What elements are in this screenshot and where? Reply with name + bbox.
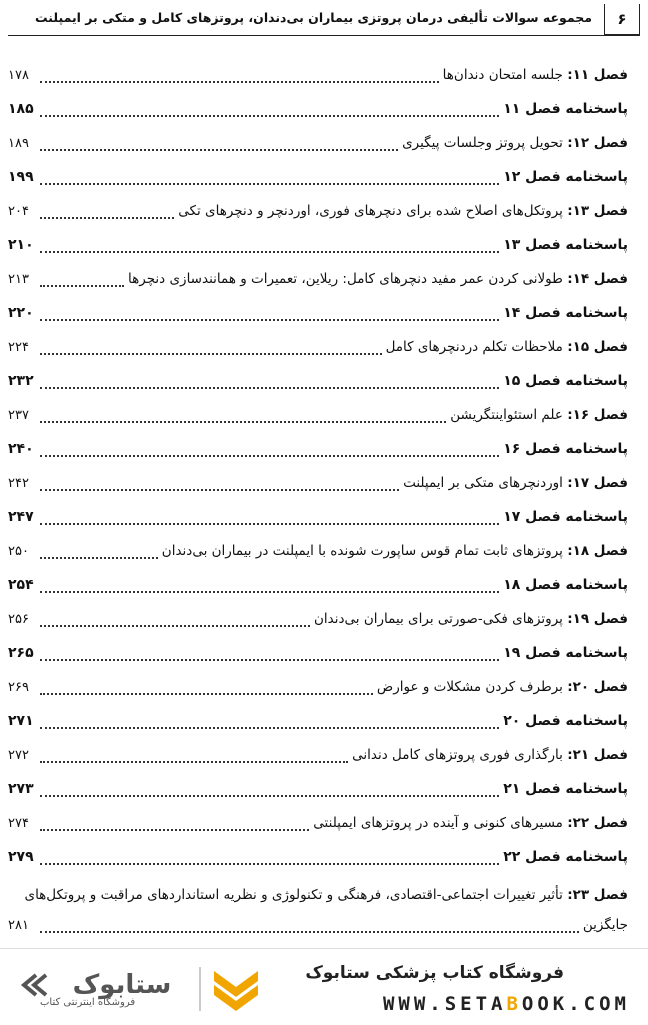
toc-chapter-row[interactable]: [0, 738, 648, 772]
toc-page-number: ۲۷۴: [8, 815, 29, 831]
toc-page-number: ۲۴۰: [8, 441, 34, 457]
toc-answer-row[interactable]: [0, 296, 648, 330]
toc-page-number: ۲۲۰: [8, 305, 34, 321]
header-divider: [8, 35, 640, 36]
toc-leader-dots: [40, 305, 499, 321]
url-accent: B: [506, 993, 522, 1015]
toc-chapter-label: فصل ۱۷:: [567, 475, 628, 491]
toc-leader-dots: [40, 101, 499, 117]
toc-leader-dots: [40, 475, 399, 491]
toc-chapter-title: فصل ۱۳: پروتکل‌های اصلاح شده برای دنچرهای فوری، اوردنچر و دنچرهای تکی: [178, 203, 628, 219]
toc-leader-dots: [40, 577, 499, 593]
toc-chapter-row[interactable]: [0, 58, 648, 92]
toc-answer-row[interactable]: [0, 772, 648, 806]
url-suffix: OOK.COM: [521, 993, 630, 1015]
toc-chapter-title: فصل ۲۱: بارگذاری فوری پروتزهای کامل دندانی: [352, 747, 628, 763]
toc-chapter-title: فصل ۱۸: پروتزهای ثابت تمام قوس ساپورت شونده با ایمپلنت در بیماران بی‌دندان: [161, 543, 628, 559]
toc-page-number: ۲۶۹: [8, 679, 29, 695]
toc-chapter-label: فصل ۱۲:: [567, 135, 628, 151]
toc-chapter-title: فصل ۱۹: پروتزهای فکی-صورتی برای بیماران بی‌دندان: [314, 611, 628, 627]
toc-chapter-label: فصل ۱۸:: [567, 543, 628, 559]
toc-answer-title: پاسخنامه فصل ۱۲: [503, 169, 628, 185]
toc-chapter-row[interactable]: [0, 466, 648, 500]
toc-leader-dots: [40, 781, 499, 797]
toc-leader-dots: [40, 509, 499, 525]
toc-chapter-title: فصل ۱۵: ملاحظات تکلم دردنچرهای کامل: [385, 339, 628, 355]
toc-page-number: ۲۴۲: [8, 475, 29, 491]
toc-page-number: ۱۸۵: [8, 101, 34, 117]
toc-leader-dots: [40, 203, 174, 219]
toc-chapter-row[interactable]: [0, 194, 648, 228]
toc-chapter-row[interactable]: [0, 874, 648, 942]
toc-answer-row[interactable]: [0, 568, 648, 602]
toc-page-number: ۲۵۶: [8, 611, 29, 627]
toc-chapter-title: فصل ۱۷: اوردنچرهای متکی بر ایمپلنت: [403, 475, 628, 491]
table-of-contents: [0, 58, 648, 976]
toc-chapter-row[interactable]: [0, 262, 648, 296]
toc-chapter-label: فصل ۲۳:: [567, 887, 628, 903]
website-url[interactable]: [383, 993, 630, 1015]
toc-leader-dots: [40, 543, 158, 559]
toc-chapter-title: فصل ۲۳: تأثیر تغییرات اجتماعی-اقتصادی، فرهنگی و تکنولوژی و نظریه استانداردهای مراقبت و پروتکل‌های: [24, 887, 628, 903]
toc-chapter-label: فصل ۱۵:: [567, 339, 628, 355]
toc-page-number: ۲۵۴: [8, 577, 34, 593]
toc-leader-dots: [40, 611, 310, 627]
toc-chapter-title: فصل ۱۴: طولانی کردن عمر مفید دنچرهای کامل: ریلاین، تعمیرات و همانندسازی دنچرها: [128, 271, 628, 287]
toc-page-number: ۱۷۸: [8, 67, 29, 83]
toc-chapter-title: فصل ۱۱: جلسه امتحان دندان‌ها: [442, 67, 628, 83]
toc-chapter-label: فصل ۲۰:: [567, 679, 628, 695]
toc-chapter-title-cont: جایگزین: [582, 917, 628, 933]
double-arrow-icon: [24, 975, 46, 995]
toc-page-number: ۲۸۱: [8, 917, 29, 933]
toc-chapter-row[interactable]: [0, 534, 648, 568]
toc-leader-dots: [40, 339, 382, 355]
toc-chapter-label: فصل ۱۶:: [567, 407, 628, 423]
toc-page-number: ۲۳۷: [8, 407, 29, 423]
shop-name: فروشگاه کتاب پزشکی ستابوک: [305, 963, 564, 983]
toc-chapter-label: فصل ۱۳:: [567, 203, 628, 219]
page-header: [0, 0, 648, 44]
toc-answer-title: پاسخنامه فصل ۱۹: [503, 645, 628, 661]
toc-answer-title: پاسخنامه فصل ۱۷: [503, 509, 628, 525]
toc-answer-row[interactable]: [0, 500, 648, 534]
toc-page-number: ۲۷۹: [8, 849, 34, 865]
toc-leader-dots: [40, 713, 499, 729]
toc-leader-dots: [40, 917, 579, 933]
toc-answer-row[interactable]: [0, 228, 648, 262]
toc-leader-dots: [40, 373, 499, 389]
toc-leader-dots: [40, 271, 124, 287]
toc-answer-title: پاسخنامه فصل ۱۱: [503, 101, 628, 117]
chevron-logo-icon: [214, 971, 258, 1011]
toc-page-number: ۲۵۰: [8, 543, 29, 559]
page-number: ۶: [604, 4, 640, 35]
toc-chapter-row[interactable]: [0, 126, 648, 160]
toc-page-number: ۱۹۹: [8, 169, 34, 185]
logo-subtitle: فروشگاه اینترنتی کتاب: [40, 997, 136, 1008]
toc-answer-title: پاسخنامه فصل ۲۲: [503, 849, 628, 865]
toc-chapter-row[interactable]: [0, 670, 648, 704]
toc-leader-dots: [40, 237, 499, 253]
toc-leader-dots: [40, 135, 398, 151]
toc-chapter-row[interactable]: [0, 806, 648, 840]
setabook-logo: [14, 959, 264, 1017]
toc-answer-title: پاسخنامه فصل ۱۸: [503, 577, 628, 593]
toc-answer-row[interactable]: [0, 160, 648, 194]
toc-chapter-row[interactable]: [0, 602, 648, 636]
toc-page-number: ۲۷۳: [8, 781, 34, 797]
toc-answer-row[interactable]: [0, 432, 648, 466]
toc-leader-dots: [40, 441, 499, 457]
toc-leader-dots: [40, 407, 446, 423]
toc-page-number: ۲۱۰: [8, 237, 34, 253]
book-title: مجموعه سوالات تألیفی درمان پروتزی بیماران بی‌دندان، پروتزهای کامل و متکی بر ایمپلنت: [35, 10, 592, 25]
toc-chapter-title: فصل ۲۲: مسیرهای کنونی و آینده در پروتزهای ایمپلنتی: [313, 815, 628, 831]
toc-leader-dots: [40, 849, 499, 865]
toc-page-number: ۲۷۲: [8, 747, 29, 763]
toc-leader-dots: [40, 645, 499, 661]
toc-page-number: ۲۰۴: [8, 203, 29, 219]
toc-answer-title: پاسخنامه فصل ۱۳: [503, 237, 628, 253]
toc-answer-row[interactable]: [0, 840, 648, 874]
toc-chapter-label: فصل ۱۴:: [567, 271, 628, 287]
toc-answer-row[interactable]: [0, 92, 648, 126]
toc-chapter-title: فصل ۱۶: علم استئواینتگریشن: [450, 407, 628, 423]
toc-page-number: ۲۶۵: [8, 645, 34, 661]
toc-chapter-title: فصل ۱۲: تحویل پروتز وجلسات پیگیری: [402, 135, 628, 151]
toc-page-number: ۲۲۴: [8, 339, 29, 355]
toc-chapter-label: فصل ۱۱:: [567, 67, 628, 83]
toc-answer-title: پاسخنامه فصل ۲۰: [503, 713, 628, 729]
toc-answer-row[interactable]: [0, 364, 648, 398]
toc-page-number: ۲۳۲: [8, 373, 34, 389]
toc-chapter-label: فصل ۲۱:: [567, 747, 628, 763]
toc-answer-row[interactable]: [0, 704, 648, 738]
toc-page-number: ۱۸۹: [8, 135, 29, 151]
toc-leader-dots: [40, 815, 309, 831]
toc-answer-title: پاسخنامه فصل ۱۴: [503, 305, 628, 321]
toc-chapter-row[interactable]: [0, 330, 648, 364]
toc-answer-title: پاسخنامه فصل ۲۱: [503, 781, 628, 797]
toc-chapter-row[interactable]: [0, 398, 648, 432]
toc-answer-title: پاسخنامه فصل ۱۶: [503, 441, 628, 457]
logo-wordmark: ستابوک: [72, 970, 172, 1000]
toc-page-number: ۲۱۳: [8, 271, 29, 287]
toc-chapter-title: فصل ۲۰: برطرف کردن مشکلات و عوارض: [376, 679, 628, 695]
footer-banner: [0, 948, 648, 1025]
toc-leader-dots: [40, 169, 499, 185]
url-prefix: WWW.SETA: [382, 993, 507, 1015]
toc-answer-row[interactable]: [0, 636, 648, 670]
toc-page-number: ۲۴۷: [8, 509, 34, 525]
toc-answer-title: پاسخنامه فصل ۱۵: [503, 373, 628, 389]
toc-chapter-label: فصل ۲۲:: [567, 815, 628, 831]
toc-leader-dots: [40, 67, 439, 83]
toc-leader-dots: [40, 747, 348, 763]
toc-chapter-label: فصل ۱۹:: [567, 611, 628, 627]
toc-leader-dots: [40, 679, 373, 695]
toc-page-number: ۲۷۱: [8, 713, 34, 729]
